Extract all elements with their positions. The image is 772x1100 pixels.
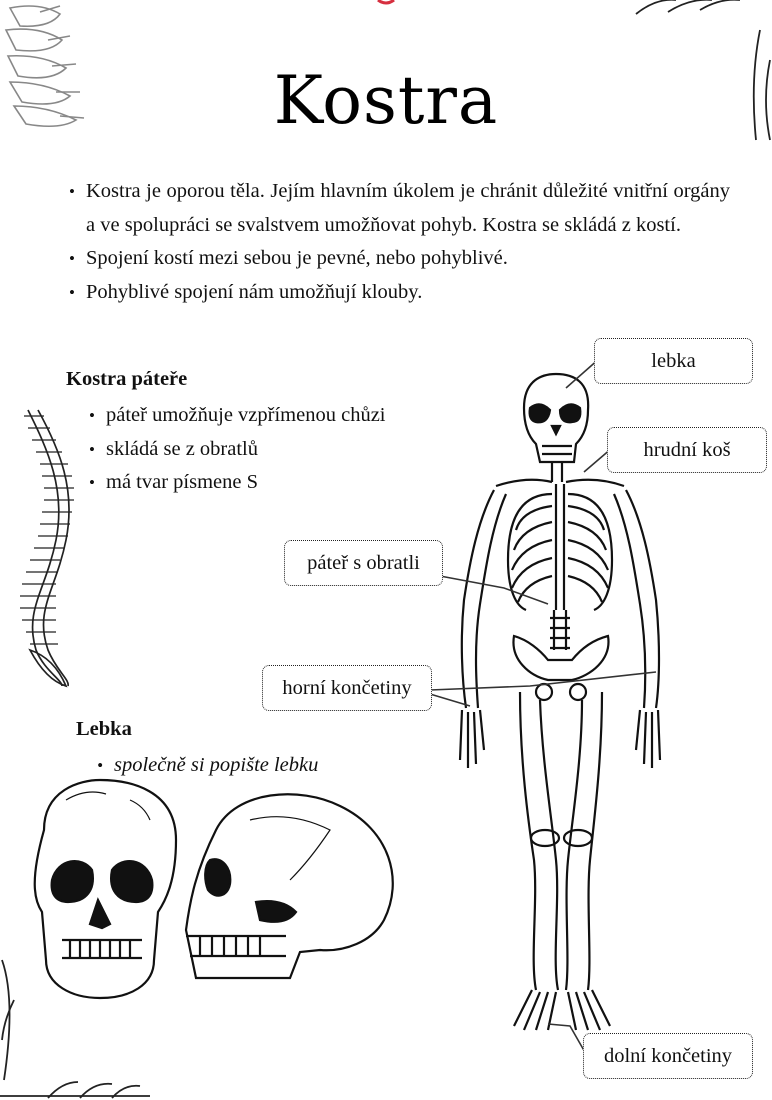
front-skull-illustration (35, 780, 176, 998)
list-item: • páteř umožňuje vzpřímenou chůzi (86, 399, 392, 433)
page-title: Kostra (273, 62, 499, 139)
skull-bullet-list (94, 749, 394, 783)
list-item: • má tvar písmene S (86, 466, 392, 500)
label-skull: lebka (594, 338, 753, 384)
spine-illustration (20, 410, 74, 686)
label-ribcage: hrudní koš (607, 427, 767, 473)
side-skull-illustration (186, 794, 393, 978)
spine-section-heading: Kostra páteře (66, 368, 188, 390)
label-spine: páteř s obratli (284, 540, 443, 586)
label-upper-limbs: horní končetiny (262, 665, 432, 711)
label-lower-limbs: dolní končetiny (583, 1033, 753, 1079)
accent-mark (378, 0, 394, 3)
leaf-decoration-icon (0, 960, 150, 1098)
list-item: • Spojení kostí mezi sebou je pevné, nebo pohyblivé. (66, 242, 730, 276)
intro-bullet-list (66, 175, 730, 309)
list-item: • Kostra je oporou těla. Jejím hlavním úkolem je chránit důležité vnitřní orgány a ve spolupráci se svalstvem umožňovat pohyb. Kostra se skládá z kostí. (66, 175, 730, 242)
list-item: • společně si popište lebku (94, 749, 394, 783)
list-item: • Pohyblivé spojení nám umožňují klouby. (66, 276, 730, 310)
spine-bullet-list (86, 399, 392, 500)
list-item: • skládá se z obratlů (86, 433, 392, 467)
skull-section-heading: Lebka (76, 718, 132, 740)
